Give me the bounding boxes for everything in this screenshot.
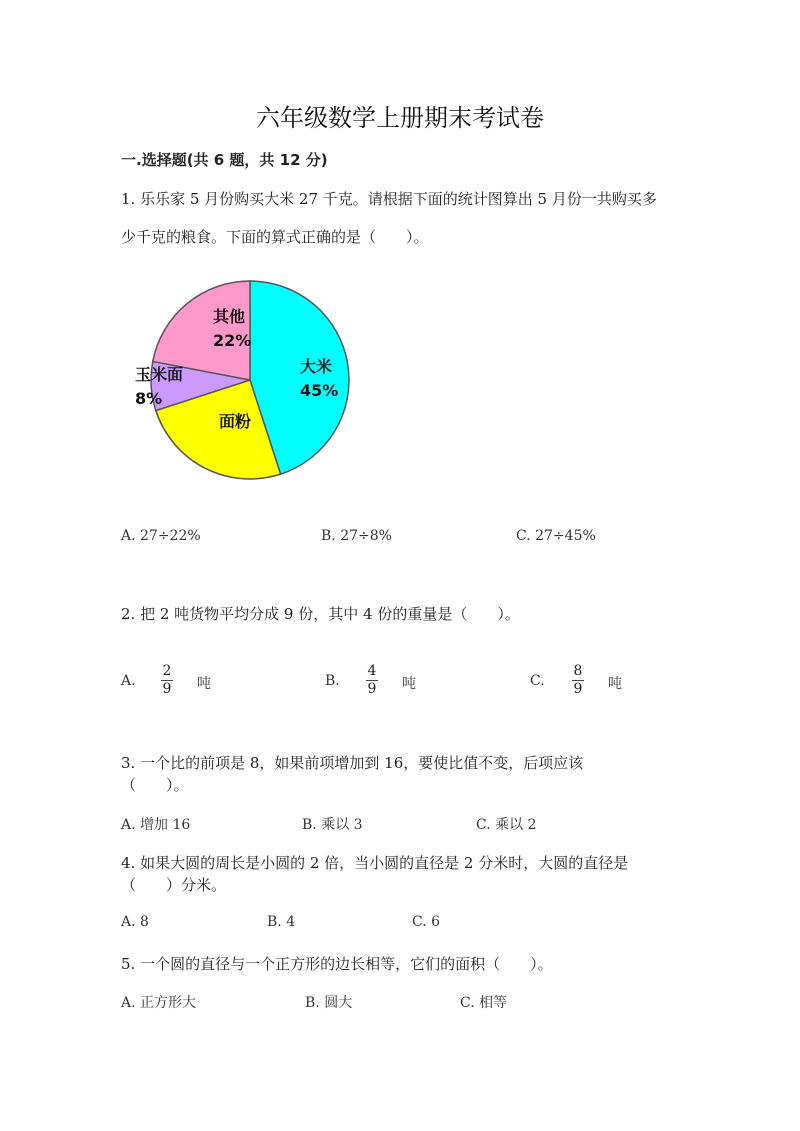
q5-option-a[interactable]: A. 正方形大 <box>121 995 197 1011</box>
q1-text-line2: 少千克的粮食。下面的算式正确的是（ ）。 <box>121 228 429 246</box>
pie-label-2: 玉米面 <box>135 365 184 384</box>
q2-option-a-unit: 吨 <box>197 676 211 692</box>
q4-option-c[interactable]: C. 6 <box>412 914 441 930</box>
pie-label-1: 面粉 <box>219 412 252 431</box>
fraction-denominator: 9 <box>367 681 377 697</box>
fraction-denominator: 9 <box>573 681 583 697</box>
pie-label-3: 其他 <box>213 307 246 326</box>
q2-option-b-letter[interactable]: B. <box>325 673 340 689</box>
q2-text: 2. 把 2 吨货物平均分成 9 份，其中 4 份的重量是（ ）。 <box>121 605 520 623</box>
q2-option-b-fraction <box>365 664 379 697</box>
fraction-numerator: 8 <box>573 663 583 679</box>
q5-option-c[interactable]: C. 相等 <box>460 995 508 1011</box>
q2-option-c-fraction <box>571 664 585 697</box>
q1-option-c[interactable]: C. 27÷45% <box>516 528 596 544</box>
q2-option-a-letter[interactable]: A. <box>121 673 136 689</box>
q4-option-b[interactable]: B. 4 <box>267 914 296 930</box>
pie-value-label-0: 45% <box>300 381 339 400</box>
q2-option-c-unit: 吨 <box>608 676 622 692</box>
q2-option-c-letter[interactable]: C. <box>530 673 545 689</box>
q1-option-b[interactable]: B. 27÷8% <box>321 528 392 544</box>
q2-option-b-unit: 吨 <box>402 676 416 692</box>
q3-text-line1: 3. 一个比的前项是 8，如果前项增加到 16，要使比值不变，后项应该 <box>121 754 584 772</box>
q4-text-line2: （ ）分米。 <box>121 876 227 894</box>
q3-option-c[interactable]: C. 乘以 2 <box>476 817 537 833</box>
q1-option-a[interactable]: A. 27÷22% <box>121 528 201 544</box>
pie-chart <box>110 275 370 495</box>
q2-option-a-fraction <box>160 664 174 697</box>
q3-option-b[interactable]: B. 乘以 3 <box>302 817 363 833</box>
section-heading: 一.选择题(共 6 题，共 12 分) <box>121 151 328 169</box>
q3-option-a[interactable]: A. 增加 16 <box>121 817 191 833</box>
fraction-numerator: 2 <box>162 663 172 679</box>
q4-option-a[interactable]: A. 8 <box>121 914 149 930</box>
pie-label-0: 大米 <box>300 357 333 376</box>
q4-text-line1: 4. 如果大圆的周长是小圆的 2 倍，当小圆的直径是 2 分米时，大圆的直径是 <box>121 854 629 872</box>
page-title: 六年级数学上册期末考试卷 <box>256 104 544 132</box>
pie-value-label-3: 22% <box>213 331 252 350</box>
q5-option-b[interactable]: B. 圆大 <box>305 995 353 1011</box>
q1-text-line1: 1. 乐乐家 5 月份购买大米 27 千克。请根据下面的统计图算出 5 月份一共购买多 <box>121 190 657 208</box>
q5-text: 5. 一个圆的直径与一个正方形的边长相等，它们的面积（ ）。 <box>121 955 553 973</box>
fraction-denominator: 9 <box>162 681 172 697</box>
q3-text-line2: （ ）。 <box>121 776 189 794</box>
pie-value-label-2: 8% <box>135 389 163 408</box>
fraction-numerator: 4 <box>367 663 377 679</box>
